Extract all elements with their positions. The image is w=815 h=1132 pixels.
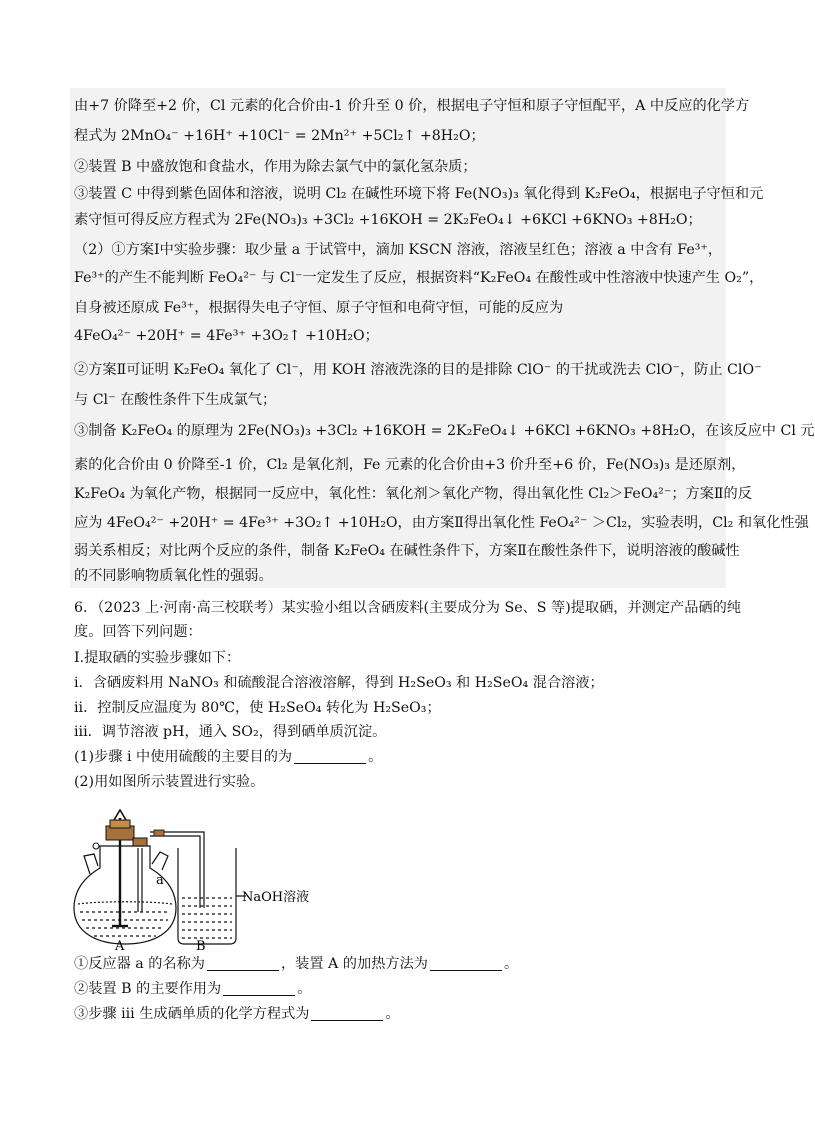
answer-blank[interactable] <box>430 956 502 971</box>
answer-blank[interactable] <box>223 981 295 996</box>
question-2: (2)用如图所示装置进行实验。 <box>74 774 265 790</box>
analysis-line: ②方案Ⅱ可证明 K₂FeO₄ 氧化了 Cl⁻，用 KOH 溶液洗涤的目的是排除 ClO⁻ 的干扰或洗去 ClO⁻，防止 ClO⁻ <box>74 362 762 378</box>
label-a: a <box>156 873 164 888</box>
analysis-line: K₂FeO₄ 为氧化产物，根据同一反应中，氧化性：氧化剂＞氧化产物，得出氧化性 Cl₂＞FeO₄²⁻；方案Ⅱ的反 <box>74 486 752 502</box>
sub-question-2-end: 。 <box>297 981 312 997</box>
sub-question-1-end: 。 <box>503 956 519 972</box>
question-1-end: 。 <box>368 749 383 765</box>
analysis-line: 自身被还原成 Fe³⁺，根据得失电子守恒、原子守恒和电荷守恒，可能的反应为 <box>74 300 564 316</box>
analysis-line: 的不同影响物质氧化性的强弱。 <box>74 568 273 584</box>
question-1 <box>74 747 726 767</box>
analysis-line: 弱关系相反；对比两个反应的条件，制备 K₂FeO₄ 在碱性条件下，方案Ⅱ在酸性条件下，说明溶液的酸碱性 <box>74 543 740 559</box>
analysis-line: 素的化合价由 0 价降至-1 价，Cl₂ 是氧化剂，Fe 元素的化合价由+3 价升至+6 价，Fe(NO₃)₃ 是还原剂， <box>74 457 746 473</box>
sub-question-3 <box>74 1004 726 1024</box>
apparatus-figure <box>70 808 330 954</box>
sub-question-2-text: ②装置 B 的主要作用为 <box>74 981 222 997</box>
label-A: A <box>115 939 125 954</box>
three-neck-flask <box>74 846 176 944</box>
analysis-line: （2）①方案Ⅰ中实验步骤：取少量 a 于试管中，滴加 KSCN 溶液，溶液呈红色；溶液 a 中含有 Fe³⁺， <box>74 242 723 258</box>
analysis-line: 程式为 2MnO₄⁻ +16H⁺ +10Cl⁻ = 2Mn²⁺ +5Cl₂↑ +8H₂O； <box>74 128 485 144</box>
sub-question-3-end: 。 <box>385 1006 400 1022</box>
sub-question-1-text-2: ，装置 A 的加热方法为 <box>280 956 428 972</box>
question-line: i．含硒废料用 NaNO₃ 和硫酸混合溶液溶解，得到 H₂SeO₃ 和 H₂SeO₄ 混合溶液； <box>74 675 604 691</box>
label-B: B <box>196 939 206 954</box>
question-line: iii．调节溶液 pH，通入 SO₂，得到硒单质沉淀。 <box>74 724 387 740</box>
analysis-line: 应为 4FeO₄²⁻ +20H⁺ = 4Fe³⁺ +3O₂↑ +10H₂O，由方案Ⅱ得出氧化性 FeO₄²⁻ ＞Cl₂，实验表明，Cl₂ 和氧化性强 <box>74 515 809 531</box>
sub-question-1 <box>74 954 726 974</box>
answer-blank[interactable] <box>311 1006 383 1021</box>
analysis-line: ③装置 C 中得到紫色固体和溶液，说明 Cl₂ 在碱性环境下将 Fe(NO₃)₃ 氧化得到 K₂FeO₄，根据电子守恒和元 <box>74 186 764 202</box>
question-line: Ⅰ.提取硒的实验步骤如下： <box>74 650 241 666</box>
sub-question-1-text: ①反应器 a 的名称为 <box>74 956 205 972</box>
analysis-line: 与 Cl⁻ 在酸性条件下生成氯气； <box>74 392 277 408</box>
question-line: 度。回答下列问题： <box>74 624 202 640</box>
question-line: ii．控制反应温度为 80℃，使 H₂SeO₄ 转化为 H₂SeO₃； <box>74 700 441 716</box>
question-line: 6．（2023 上·河南·高三校联考）某实验小组以含硒废料(主要成分为 Se、S 等)提取硒，并测定产品硒的纯 <box>74 600 741 616</box>
analysis-line: ②装置 B 中盛放饱和食盐水，作用为除去氯气中的氯化氢杂质； <box>74 159 477 175</box>
analysis-line: 4FeO₄²⁻ +20H⁺ = 4Fe³⁺ +3O₂↑ +10H₂O； <box>74 328 379 344</box>
question-1-text: (1)步骤 i 中使用硫酸的主要目的为 <box>74 749 293 765</box>
sub-question-3-text: ③步骤 iii 生成硒单质的化学方程式为 <box>74 1006 310 1022</box>
sub-question-2 <box>74 979 726 999</box>
answer-blank[interactable] <box>207 956 279 971</box>
answer-blank[interactable] <box>294 749 366 764</box>
label-solution: NaOH溶液 <box>242 890 310 905</box>
analysis-line: ③制备 K₂FeO₄ 的原理为 2Fe(NO₃)₃ +3Cl₂ +16KOH = 2K₂FeO₄↓ +6KCl +6KNO₃ +8H₂O，在该反应中 Cl 元 <box>74 423 815 439</box>
analysis-line: 由+7 价降至+2 价，Cl 元素的化合价由-1 价升至 0 价，根据电子守恒和原子守恒配平，A 中反应的化学方 <box>74 98 750 114</box>
analysis-line: Fe³⁺的产生不能判断 FeO₄²⁻ 与 Cl⁻一定发生了反应，根据资料“K₂FeO₄ 在酸性或中性溶液中快速产生 O₂”， <box>74 270 764 286</box>
analysis-line: 素守恒可得反应方程式为 2Fe(NO₃)₃ +3Cl₂ +16KOH = 2K₂FeO₄↓ +6KCl +6KNO₃ +8H₂O； <box>74 212 702 228</box>
